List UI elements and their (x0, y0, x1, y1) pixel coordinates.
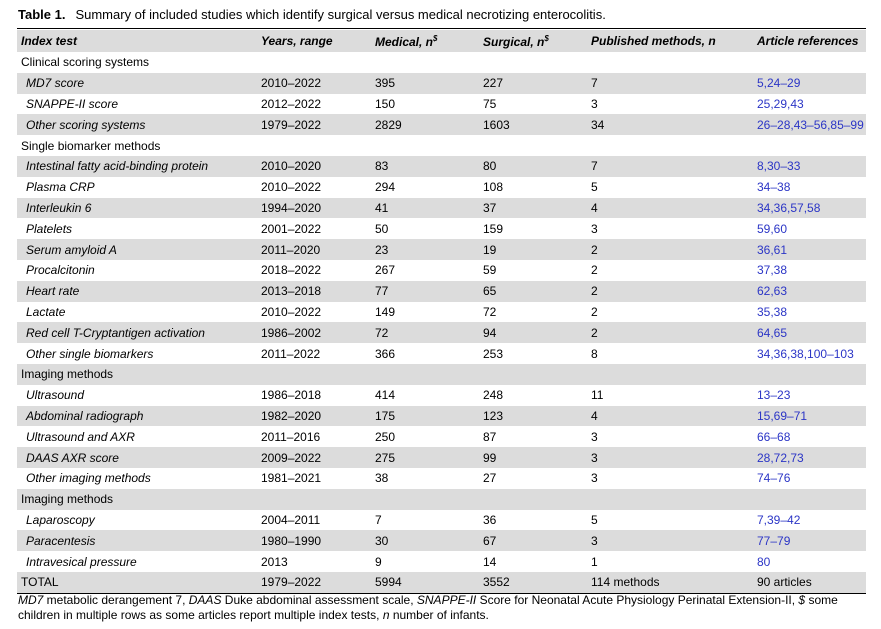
methods-cell: 3 (591, 96, 598, 111)
surgical-cell: 67 (479, 530, 587, 551)
footnote-text: metabolic derangement 7, (43, 593, 189, 607)
header-methods: Published methods, n (587, 30, 753, 52)
years-cell: 2001–2022 (261, 221, 322, 236)
years-cell: 2012–2022 (261, 96, 322, 111)
footnote-text: some children in multiple rows as some articles report multiple index tests, (18, 593, 838, 622)
table-top-rule (17, 28, 866, 29)
table-row (17, 260, 866, 281)
table-row (17, 322, 866, 343)
footnote-text: Score for Neonatal Acute Physiology Perinatal Extension-II, (476, 593, 799, 607)
surgical-cell: 19 (479, 239, 587, 260)
medical-cell: 175 (371, 406, 479, 427)
header-row (17, 30, 866, 52)
surgical-cell: 80 (479, 156, 587, 177)
years-cell: 1980–1990 (257, 530, 371, 551)
surgical-cell: 59 (483, 263, 497, 278)
surgical-cell: 3552 (479, 572, 587, 593)
index-test-cell: Laparoscopy (26, 512, 95, 527)
footnote-text: Duke abdominal assessment scale, (221, 593, 417, 607)
references-link[interactable]: 37,38 (757, 263, 788, 278)
section-row (17, 52, 866, 73)
years-cell: 2010–2020 (257, 156, 371, 177)
total-row (17, 572, 866, 593)
methods-cell: 2 (591, 263, 598, 278)
total-label: TOTAL (17, 572, 257, 593)
index-test-cell: Other imaging methods (26, 471, 151, 486)
surgical-cell: 227 (479, 73, 587, 94)
medical-cell: 77 (371, 281, 479, 302)
years-cell: 1981–2021 (261, 471, 322, 486)
surgical-cell: 248 (483, 388, 504, 403)
table-row (17, 510, 866, 531)
references-link[interactable]: 34–38 (757, 180, 791, 195)
summary-table (17, 30, 866, 594)
references-link[interactable]: 35,38 (757, 304, 788, 319)
references-link[interactable]: 66–68 (757, 429, 791, 444)
table-row (17, 385, 866, 406)
table-row (17, 447, 866, 468)
methods-cell: 4 (587, 406, 753, 427)
medical-cell: 83 (371, 156, 479, 177)
surgical-cell: 37 (479, 198, 587, 219)
surgical-cell: 108 (483, 180, 504, 195)
table-row (17, 530, 866, 551)
years-cell: 1979–2022 (257, 572, 371, 593)
years-cell: 2011–2016 (261, 429, 321, 444)
footnote-abbrev: $ (798, 593, 806, 607)
table-row (17, 281, 866, 302)
methods-cell: 5 (591, 512, 598, 527)
medical-cell: 38 (375, 471, 389, 486)
table-row (17, 177, 866, 198)
methods-cell: 3 (587, 530, 753, 551)
methods-cell: 2 (587, 239, 753, 260)
references-link[interactable]: 59,60 (757, 221, 788, 236)
caption-text: Summary of included studies which identify surgical versus medical necrotizing enterocolitis. (75, 7, 606, 22)
references-link[interactable]: 64,65 (753, 322, 866, 343)
years-cell: 2010–2022 (257, 73, 371, 94)
table-row (17, 406, 866, 427)
surgical-cell: 87 (483, 429, 497, 444)
index-test-cell: Ultrasound and AXR (26, 429, 135, 444)
methods-cell: 2 (587, 322, 753, 343)
methods-cell: 2 (587, 281, 753, 302)
surgical-cell: 14 (483, 554, 497, 569)
methods-cell: 3 (591, 471, 598, 486)
medical-cell: 72 (371, 322, 479, 343)
years-cell: 1994–2020 (257, 198, 371, 219)
years-cell: 2011–2020 (257, 239, 371, 260)
index-test-cell: Procalcitonin (26, 263, 95, 278)
surgical-cell: 253 (483, 346, 504, 361)
table-row (17, 94, 866, 115)
medical-cell: 250 (375, 429, 396, 444)
table-row (17, 156, 866, 177)
table-row (17, 468, 866, 489)
header-index-test: Index test (17, 30, 257, 52)
medical-cell: 23 (371, 239, 479, 260)
years-cell: 2013 (261, 554, 288, 569)
methods-cell: 1 (591, 554, 598, 569)
index-test-cell: SNAPPE-II score (26, 96, 119, 111)
index-test-cell: Other scoring systems (17, 114, 257, 135)
medical-cell: 267 (375, 263, 396, 278)
methods-cell: 8 (591, 346, 598, 361)
surgical-cell: 123 (479, 406, 587, 427)
header-surgical: Surgical, n$ (479, 30, 587, 52)
medical-cell: 41 (371, 198, 479, 219)
surgical-cell: 72 (483, 304, 497, 319)
index-test-cell: Paracentesis (17, 530, 257, 551)
section-title: Imaging methods (17, 364, 866, 385)
header-years: Years, range (257, 30, 371, 52)
footnote-abbrev: SNAPPE-II (416, 593, 477, 607)
years-cell: 2009–2022 (257, 447, 371, 468)
index-test-cell: Lactate (26, 304, 66, 319)
years-cell: 1979–2022 (257, 114, 371, 135)
references-link[interactable]: 62,63 (753, 281, 866, 302)
references-link[interactable]: 15,69–71 (753, 406, 866, 427)
references-link[interactable]: 8,30–33 (753, 156, 866, 177)
years-cell: 1982–2020 (257, 406, 371, 427)
table-row (17, 198, 866, 219)
medical-cell: 149 (375, 304, 396, 319)
table-footnote (18, 593, 873, 623)
years-cell: 2010–2022 (261, 180, 322, 195)
header-refs: Article references (753, 30, 866, 52)
index-test-cell: Serum amyloid A (17, 239, 257, 260)
medical-cell: 7 (375, 512, 382, 527)
section-row (17, 135, 866, 156)
index-test-cell: Red cell T-Cryptantigen activation (17, 322, 257, 343)
methods-cell: 7 (587, 156, 753, 177)
references-link[interactable]: 34,36,38,100–103 (757, 346, 854, 361)
surgical-cell: 36 (483, 512, 497, 527)
table-body (17, 52, 866, 593)
references-link[interactable]: 36,61 (753, 239, 866, 260)
years-cell: 2004–2011 (261, 512, 321, 527)
index-test-cell: Plasma CRP (26, 180, 95, 195)
surgical-cell: 27 (483, 471, 497, 486)
medical-cell: 150 (375, 96, 396, 111)
footnote-text: number of infants. (389, 608, 489, 622)
references-link[interactable]: 74–76 (757, 471, 791, 486)
years-cell: 1986–2018 (261, 388, 322, 403)
section-row (17, 364, 866, 385)
table-row (17, 302, 866, 323)
medical-cell: 414 (375, 388, 396, 403)
methods-cell: 34 (587, 114, 753, 135)
medical-cell: 5994 (371, 572, 479, 593)
header-medical: Medical, n$ (371, 30, 479, 52)
footnote-abbrev: MD7 (18, 593, 44, 607)
references-link[interactable]: 28,72,73 (753, 447, 866, 468)
table-row (17, 218, 866, 239)
methods-cell: 3 (591, 221, 598, 236)
methods-cell: 4 (587, 198, 753, 219)
references-link[interactable]: 13–23 (757, 388, 791, 403)
medical-cell: 2829 (371, 114, 479, 135)
index-test-cell: Interleukin 6 (17, 198, 257, 219)
surgical-cell: 75 (483, 96, 497, 111)
years-cell: 1986–2002 (257, 322, 371, 343)
references-link[interactable]: 25,29,43 (757, 96, 804, 111)
methods-cell: 2 (591, 304, 598, 319)
surgical-cell: 159 (483, 221, 504, 236)
section-title: Clinical scoring systems (21, 55, 150, 70)
references-link[interactable]: 26–28,43–56,85–99 (753, 114, 866, 135)
methods-cell: 3 (591, 429, 598, 444)
surgical-cell: 94 (479, 322, 587, 343)
methods-cell: 3 (587, 447, 753, 468)
table-row (17, 551, 866, 572)
index-test-cell: Abdominal radiograph (17, 406, 257, 427)
years-cell: 2011–2022 (261, 346, 321, 361)
years-cell: 2010–2022 (261, 304, 322, 319)
medical-cell: 9 (375, 554, 382, 569)
table-caption (18, 6, 868, 24)
table-row (17, 343, 866, 364)
table-row (17, 73, 866, 94)
index-test-cell: MD7 score (17, 73, 257, 94)
references-link[interactable]: 34,36,57,58 (753, 198, 866, 219)
index-test-cell: Platelets (26, 221, 73, 236)
index-test-cell: Intestinal fatty acid-binding protein (17, 156, 257, 177)
medical-cell: 366 (375, 346, 396, 361)
index-test-cell: Other single biomarkers (26, 346, 154, 361)
table-row (17, 114, 866, 135)
methods-cell: 7 (587, 73, 753, 94)
medical-cell: 275 (371, 447, 479, 468)
medical-cell: 395 (371, 73, 479, 94)
medical-cell: 30 (371, 530, 479, 551)
section-title: Single biomarker methods (21, 138, 161, 153)
methods-cell: 11 (591, 388, 604, 403)
references-link[interactable]: 7,39–42 (757, 512, 801, 527)
index-test-cell: Ultrasound (26, 388, 85, 403)
section-row (17, 489, 866, 510)
years-cell: 2013–2018 (257, 281, 371, 302)
caption-label: Table 1. (18, 7, 66, 22)
references-link[interactable]: 77–79 (753, 530, 866, 551)
index-test-cell: Heart rate (17, 281, 257, 302)
methods-cell: 114 methods (587, 572, 753, 593)
methods-cell: 5 (591, 180, 598, 195)
index-test-cell: DAAS AXR score (17, 447, 257, 468)
medical-cell: 50 (375, 221, 389, 236)
table-row (17, 426, 866, 447)
medical-cell: 294 (375, 180, 396, 195)
years-cell: 2018–2022 (261, 263, 322, 278)
references-link[interactable]: 5,24–29 (753, 73, 866, 94)
section-title: Imaging methods (17, 489, 866, 510)
surgical-cell: 65 (479, 281, 587, 302)
index-test-cell: Intravesical pressure (26, 554, 137, 569)
footnote-abbrev: n (382, 608, 390, 622)
references-link[interactable]: 80 (757, 554, 771, 569)
table-row (17, 239, 866, 260)
surgical-cell: 99 (479, 447, 587, 468)
references-total: 90 articles (753, 572, 866, 593)
footnote-abbrev: DAAS (188, 593, 222, 607)
surgical-cell: 1603 (479, 114, 587, 135)
